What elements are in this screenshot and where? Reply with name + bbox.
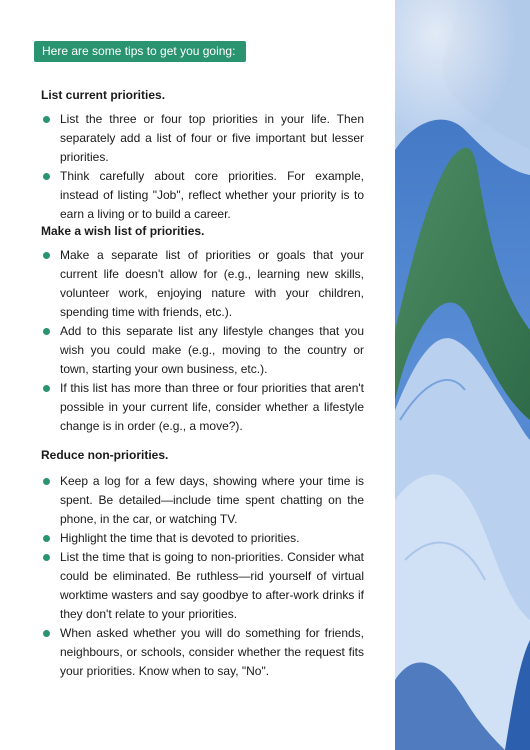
list-item <box>42 624 364 681</box>
bullet-icon <box>43 252 50 259</box>
list-item <box>42 529 364 548</box>
list-item-text: List the time that is going to non-priorities. Consider what could be eliminated. Be ruthless—rid yourself of virtual worktime wasters and say goodbye to after-work drinks if they don't relate to your priorities. <box>60 550 364 621</box>
bullet-icon <box>43 173 50 180</box>
decorative-swirl-image <box>395 0 530 750</box>
list-item-text: Add to this separate list any lifestyle changes that you wish you could make (e.g., moving to the country or town, starting your own business, etc.). <box>60 324 364 376</box>
bullet-icon <box>43 535 50 542</box>
list-item <box>42 322 364 379</box>
bullet-icon <box>43 385 50 392</box>
bullet-icon <box>43 478 50 485</box>
list-current-priorities <box>42 110 364 224</box>
list-item-text: Make a separate list of priorities or goals that your current life doesn't allow for (e.g., learning new skills, volunteer work, enjoying nature with your children, spending time with friends, etc.). <box>60 248 364 319</box>
list-item <box>42 167 364 224</box>
bullet-icon <box>43 116 50 123</box>
list-item-text: Think carefully about core priorities. For example, instead of listing "Job", reflect whether your priority is to earn a living or to build a career. <box>60 169 364 221</box>
list-item-text: List the three or four top priorities in your life. Then separately add a list of four or five important but lesser priorities. <box>60 112 364 164</box>
list-item <box>42 472 364 529</box>
list-item <box>42 246 364 322</box>
list-item <box>42 379 364 436</box>
list-item-text: When asked whether you will do something for friends, neighbours, or schools, consider whether the request fits your priorities. Know when to say, "No". <box>60 626 364 678</box>
section-heading-current-priorities: List current priorities. <box>41 88 166 102</box>
tips-banner: Here are some tips to get you going: <box>34 41 246 62</box>
section-heading-wish-list: Make a wish list of priorities. <box>41 224 205 238</box>
list-item <box>42 548 364 624</box>
bullet-icon <box>43 630 50 637</box>
list-item <box>42 110 364 167</box>
bullet-icon <box>43 328 50 335</box>
list-item-text: Keep a log for a few days, showing where your time is spent. Be detailed—include time spent chatting on the phone, in the car, or watching TV. <box>60 474 364 526</box>
list-wish-list <box>42 246 364 436</box>
list-non-priorities <box>42 472 364 681</box>
section-heading-non-priorities: Reduce non-priorities. <box>41 448 169 462</box>
bullet-icon <box>43 554 50 561</box>
list-item-text: Highlight the time that is devoted to priorities. <box>60 531 300 545</box>
list-item-text: If this list has more than three or four priorities that aren't possible in your current life, consider whether a lifestyle change is in order (e.g., a move?). <box>60 381 364 433</box>
